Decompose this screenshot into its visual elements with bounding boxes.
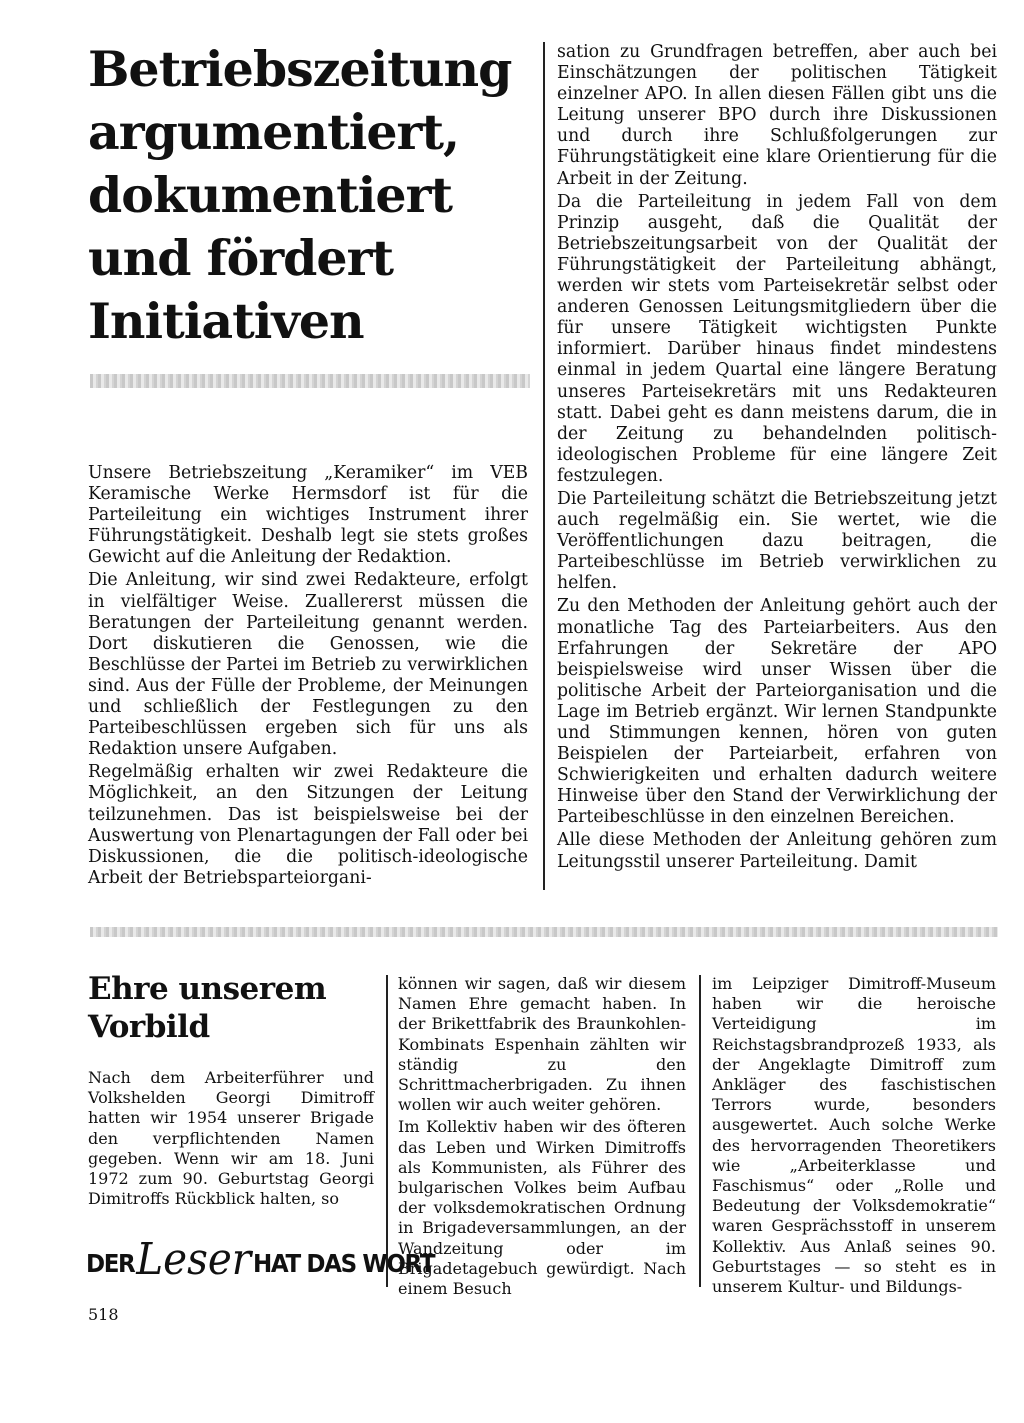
- logo-script-word: Leser: [136, 1233, 252, 1285]
- logo-text-suffix: HAT DAS WORT: [252, 1248, 435, 1278]
- section-divider-1: [386, 975, 388, 1287]
- section-paragraph: können wir sagen, daß wir diesem Namen Ehre gemacht haben. In der Brikettfabrik des Braunkohlen-Kombinats Espenhain zählten wir ständig zu den Schrittmacherbrigaden. Zu ihnen wollen wir auch weiter gehören.: [398, 974, 686, 1115]
- section-column-3: [712, 974, 996, 1297]
- article-paragraph: Unsere Betriebszeitung „Keramiker“ im VEB Keramische Werke Hermsdorf ist für die Parteileitung ein wichtiges Instrument ihrer Führungstätigkeit. Deshalb legt sie stets großes Gewicht auf die Anleitung der Redaktion.: [88, 463, 528, 568]
- logo-text-prefix: DER: [86, 1248, 135, 1278]
- section-divider-2: [699, 975, 701, 1287]
- section-paragraph: Nach dem Arbeiterführer und Volkshelden Georgi Dimitroff hatten wir 1954 unserer Brigade den verpflichtenden Namen gegeben. Wenn wir am 18. Juni 1972 zum 90. Geburtstag Georgi Dimitroffs Rückblick halten, so: [88, 1068, 374, 1209]
- section-headline: Ehre unserem Vorbild: [88, 971, 327, 1045]
- section-divider: [90, 927, 998, 937]
- article-paragraph: Regelmäßig erhalten wir zwei Redakteure die Möglichkeit, an den Sitzungen der Leitung teilzunehmen. Das ist beispielsweise bei der Auswertung von Plenartagungen der Fall oder bei Diskussionen, die die politisch-ideologische Arbeit der Betriebsparteiorgani-: [88, 762, 528, 888]
- article-paragraph: Da die Parteileitung in jedem Fall von dem Prinzip ausgeht, daß die Qualität der Betriebszeitungsarbeit von der Qualität der Führungstätigkeit der Parteileitung abhängt, werden wir stets vom Parteisekretär selbst oder anderen Genossen Leitungsmitgliedern über die für unsere Tätigkeit wichtigsten Punkte informiert. Darüber hinaus findet mindestens einmal in jedem Quartal eine längere Beratung unseres Parteisekretärs mit uns Redakteuren statt. Dabei geht es dann meistens darum, die in der Zeitung zu behandelnden politisch-ideologischen Probleme für eine längere Zeit festzulegen.: [557, 191, 997, 486]
- article-paragraph: Die Parteileitung schätzt die Betriebszeitung jetzt auch regelmäßig ein. Sie wertet, wie die Veröffentlichungen dazu beitragen, die Parteibeschlüsse im Betrieb verwirklichen zu helfen.: [557, 488, 997, 594]
- article-paragraph: sation zu Grundfragen betreffen, aber auch bei Einschätzungen der politischen Tätigkeit einzelner APO. In allen diesen Fällen gibt uns die Leitung unserer BPO durch ihre Diskussionen und durch ihre Schlußfolgerungen zur Führungstätigkeit eine klare Orientierung für die Arbeit in der Zeitung.: [557, 42, 997, 189]
- section-column-2: [398, 974, 686, 1299]
- article-headline: Betriebszeitung argumentiert, dokumentiert und fördert Initiativen: [88, 40, 512, 350]
- article-paragraph: Alle diese Methoden der Anleitung gehören zum Leitungsstil unserer Parteileitung. Damit: [557, 830, 997, 872]
- page-number: 518: [88, 1305, 119, 1324]
- column-divider-top: [543, 42, 545, 890]
- section-paragraph: im Leipziger Dimitroff-Museum haben wir die heroische Verteidigung im Reichstagsbrandprozeß 1933, als der Angeklagte Dimitroff zum Ankläger des faschistischen Terrors wurde, besonders ausgewertet. Auch solche Werke des hervorragenden Theoretikers wie „Arbeiterklasse und Faschismus“ oder „Rolle und Bedeutung der Volksdemokratie“ waren Gesprächsstoff in unserem Kollektiv. Aus Anlaß seines 90. Geburtstages — so steht es in unserem Kultur- und Bildungs-: [712, 974, 996, 1297]
- article-right-column: [557, 42, 997, 873]
- section-column-1: [88, 1068, 374, 1209]
- article-paragraph: Die Anleitung, wir sind zwei Redakteure, erfolgt in vielfältiger Weise. Zuallererst müssen die Beratungen der Parteileitung genannt werden. Dort diskutieren die Genossen, wie die Beschlüsse der Partei im Betrieb zu verwirklichen sind. Aus der Fülle der Probleme, der Meinungen und schließlich der Festlegungen zu den Parteibeschlüssen ergeben sich für uns als Redaktion unsere Aufgaben.: [88, 570, 528, 760]
- section-paragraph: Im Kollektiv haben wir des öfteren das Leben und Wirken Dimitroffs als Kommunisten, als Führer des bulgarischen Volkes beim Aufbau der volksdemokratischen Ordnung in Brigadeversammlungen, an der Wandzeitung oder im Brigadetagebuch gewürdigt. Nach einem Besuch: [398, 1117, 686, 1299]
- der-leser-hat-das-wort-logo: [86, 1233, 435, 1290]
- headline-divider: [90, 374, 530, 388]
- article-paragraph: Zu den Methoden der Anleitung gehört auch der monatliche Tag des Parteiarbeiters. Aus den Erfahrungen der Sekretäre der APO beispielsweise wird unser Wissen über die politische Arbeit der Parteiorganisation und die Lage im Betrieb ergänzt. Wir lernen Standpunkte und Stimmungen kennen, hören von guten Beispielen der Parteiarbeit, erfahren von Schwierigkeiten und erhalten dadurch weitere Hinweise über den Stand der Verwirklichung der Parteibeschlüsse in den einzelnen Bereichen.: [557, 596, 997, 828]
- article-left-column: [88, 463, 528, 889]
